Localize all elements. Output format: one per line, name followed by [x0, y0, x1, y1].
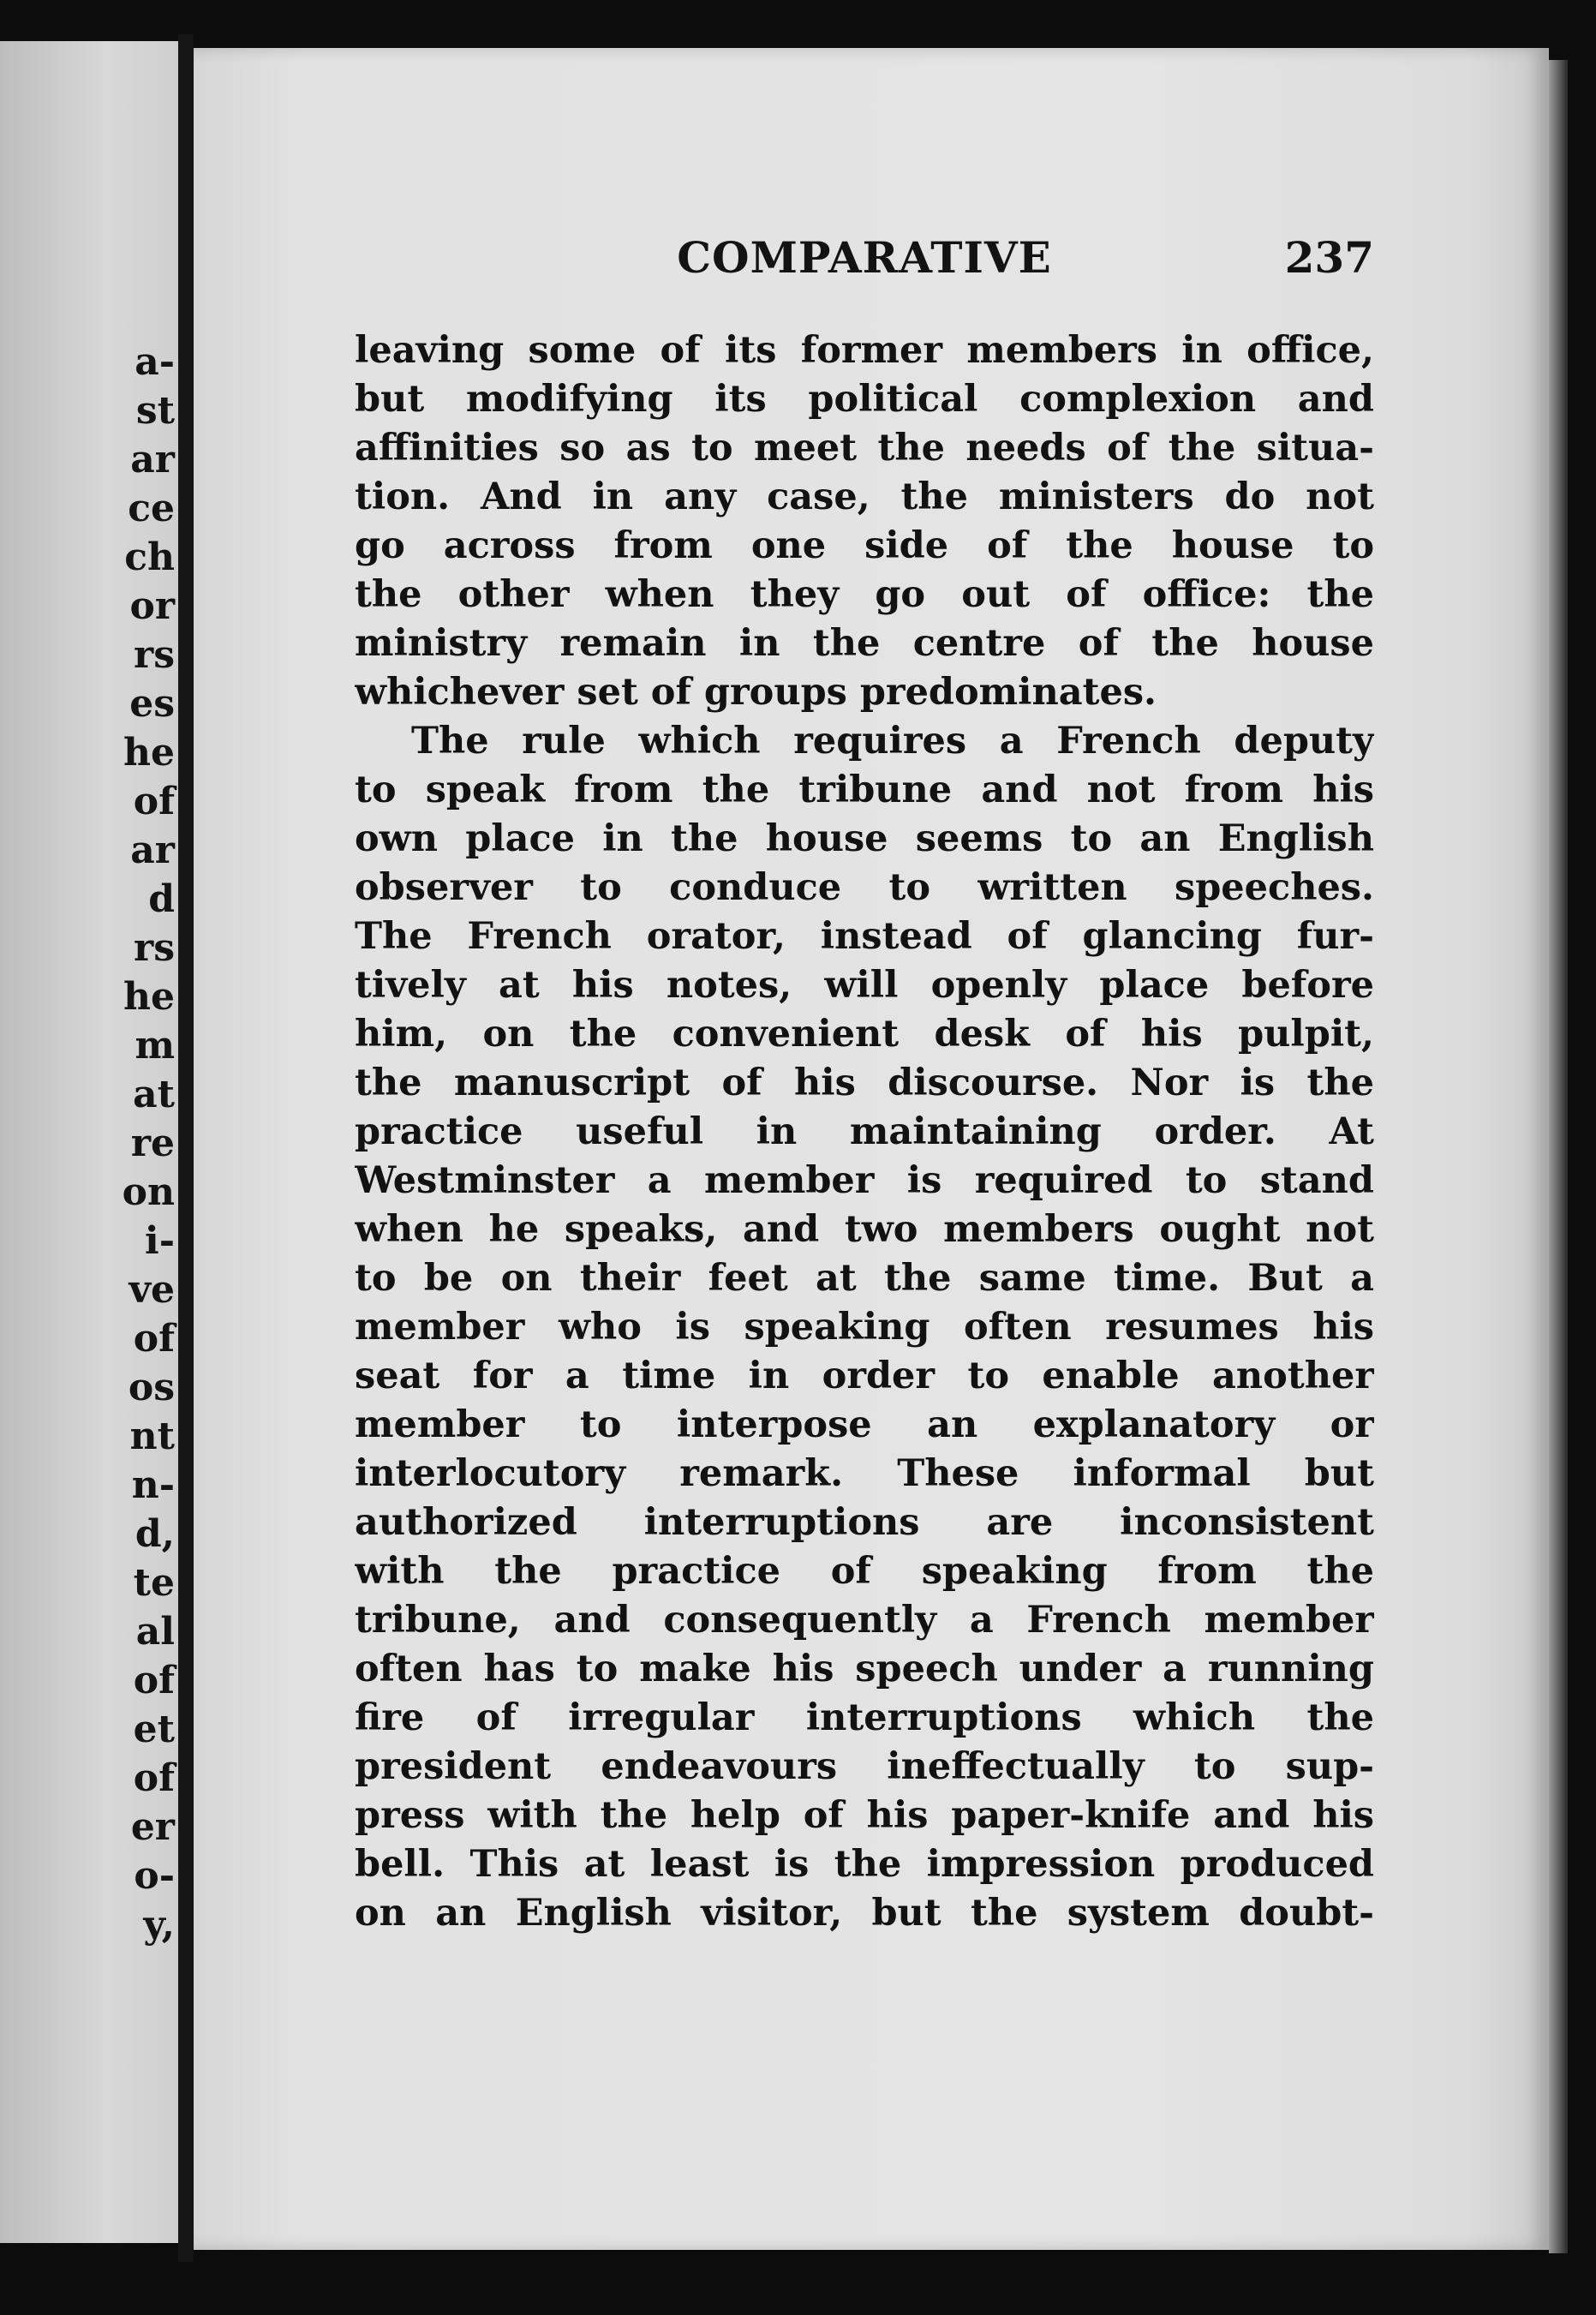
fragment-line: a-	[134, 340, 175, 384]
text-line: to speak from the tribune and not from his	[355, 769, 1374, 811]
text-line: observer to conduce to written speeches.	[355, 866, 1374, 909]
text-line: bell. This at least is the impression produced	[355, 1843, 1374, 1886]
fragment-line: m	[134, 1024, 175, 1068]
fragment-line: ar	[130, 828, 175, 872]
fragment-line: re	[130, 1122, 175, 1165]
previous-page-edge	[0, 41, 178, 2243]
text-line: president endeavours ineffectually to sup-	[355, 1745, 1374, 1788]
text-line: leaving some of its former members in office,	[355, 329, 1374, 372]
text-line: member to interpose an explanatory or	[355, 1403, 1374, 1446]
text-line: the other when they go out of office: the	[355, 573, 1374, 616]
fragment-line: rs	[134, 633, 175, 677]
text-line: own place in the house seems to an English	[355, 817, 1374, 860]
text-line: the manuscript of his discourse. Nor is the	[355, 1062, 1374, 1104]
book-page	[194, 48, 1549, 2250]
fragment-line: of	[133, 1317, 175, 1361]
fragment-line: he	[123, 731, 175, 775]
text-line: tively at his notes, will openly place before	[355, 964, 1374, 1007]
text-line: member who is speaking often resumes his	[355, 1306, 1374, 1349]
fragment-line: of	[133, 780, 175, 823]
fragment-line: y,	[143, 1903, 175, 1947]
text-line: with the practice of speaking from the	[355, 1550, 1374, 1593]
fragment-line: at	[133, 1073, 175, 1116]
fragment-line: et	[133, 1708, 175, 1751]
fragment-line: ve	[129, 1268, 175, 1312]
fragment-line: n-	[131, 1463, 175, 1507]
fragment-line: er	[130, 1805, 175, 1849]
previous-page-text-fragments	[0, 338, 178, 1949]
text-line: ministry remain in the centre of the house	[355, 622, 1374, 665]
text-line: The French orator, instead of glancing fur-	[355, 915, 1374, 958]
text-line: interlocutory remark. These informal but	[355, 1452, 1374, 1495]
paragraph-first-line: The rule which requires a French deputy	[411, 720, 1374, 763]
text-line: when he speaks, and two members ought not	[355, 1208, 1374, 1251]
fragment-line: nt	[129, 1415, 175, 1458]
text-line: on an English visitor, but the system doubt-	[355, 1892, 1374, 1935]
text-line: seat for a time in order to enable another	[355, 1355, 1374, 1397]
fragment-line: ch	[124, 535, 175, 579]
text-line: authorized interruptions are inconsistent	[355, 1501, 1374, 1544]
page-edge-shadow	[1549, 60, 1568, 2253]
fragment-line: i-	[145, 1219, 175, 1263]
text-line: press with the help of his paper-knife and his	[355, 1794, 1374, 1837]
text-line: tribune, and consequently a French member	[355, 1599, 1374, 1642]
fragment-line: ar	[130, 438, 175, 482]
text-line: affinities so as to meet the needs of the situa-	[355, 427, 1374, 470]
text-line: often has to make his speech under a running	[355, 1648, 1374, 1690]
text-line: Westminster a member is required to stand	[355, 1159, 1374, 1202]
fragment-line: he	[123, 975, 175, 1019]
text-line: fire of irregular interruptions which the	[355, 1696, 1374, 1739]
fragment-line: al	[135, 1610, 175, 1654]
fragment-line: o-	[134, 1854, 175, 1898]
fragment-line: es	[129, 682, 175, 726]
fragment-line: d,	[134, 1512, 175, 1556]
body-text	[355, 326, 1374, 1938]
fragment-line: ce	[128, 487, 175, 530]
text-line: to be on their feet at the same time. But a	[355, 1257, 1374, 1300]
page-header	[355, 232, 1374, 318]
fragment-line: of	[133, 1659, 175, 1702]
text-line: but modifying its political complexion and	[355, 378, 1374, 421]
page-number: 237	[1284, 232, 1374, 283]
text-line: tion. And in any case, the ministers do not	[355, 476, 1374, 518]
book-gutter	[178, 34, 194, 2262]
fragment-line: te	[133, 1561, 175, 1605]
text-line: practice useful in maintaining order. At	[355, 1110, 1374, 1153]
fragment-line: of	[133, 1756, 175, 1800]
fragment-line: d	[148, 877, 175, 921]
text-line: whichever set of groups predominates.	[355, 671, 1157, 714]
fragment-line: os	[128, 1366, 175, 1409]
text-line: go across from one side of the house to	[355, 524, 1374, 567]
fragment-line: rs	[134, 926, 175, 970]
text-line: him, on the convenient desk of his pulpit,	[355, 1013, 1374, 1056]
running-head: COMPARATIVE	[677, 232, 1052, 283]
fragment-line: or	[129, 584, 175, 628]
fragment-line: st	[135, 389, 175, 433]
fragment-line: on	[122, 1170, 175, 1214]
